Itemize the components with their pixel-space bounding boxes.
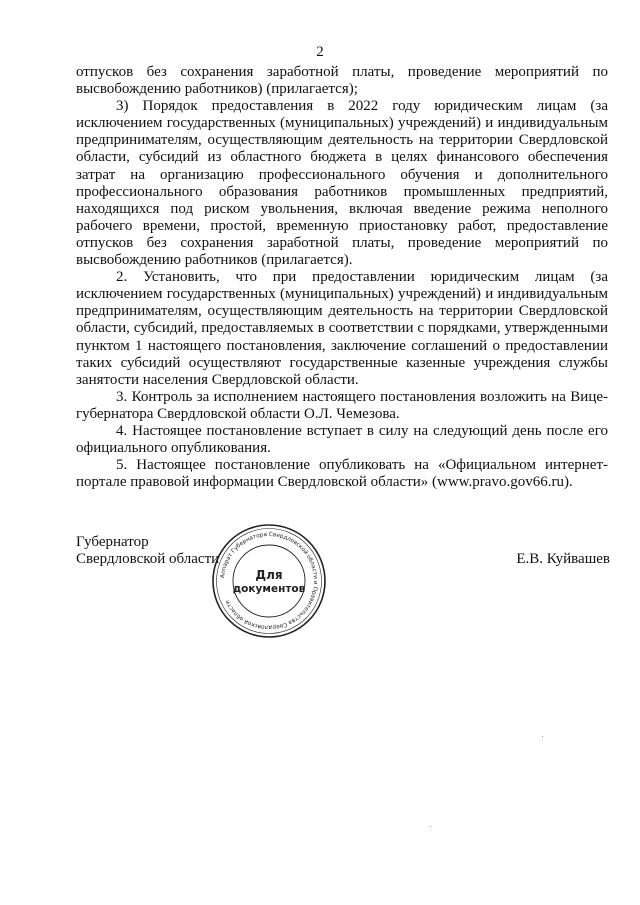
- paragraph-item-3: 3) Порядок предоставления в 2022 году юридическим лицам (за исключением государственных (муниципальных) учреждений) и индивидуальным предпринимателям, осуществляющим деятельность на территории Свердловской области, субсидий из областного бюджета в целях финансового обеспечения затрат на организацию профессионального обучения и дополнительного профессионального образования работников промышленных предприятий, находящихся под риском увольнения, включая введение режима неполного рабочего времени, простой, временную приостановку работ, предоставление отпусков без сохранения заработной платы, проведение мероприятий по высвобождению работников (прилагается).: [76, 98, 608, 269]
- paragraph-clause-2: 2. Установить, что при предоставлении юридическим лицам (за исключением государственных (муниципальных) учреждений) и индивидуальным предпринимателям, осуществляющим деятельность на территории Свердловской области, субсидий, предоставляемых в соответствии с порядками, утвержденными пунктом 1 настоящего постановления, заключение соглашений о предоставлении таких субсидий осуществляют государственные казенные учреждения службы занятости населения Свердловской области.: [76, 269, 608, 388]
- signatory-title-line1: Губернатор: [76, 534, 149, 550]
- paragraph-clause-3: 3. Контроль за исполнением настоящего постановления возложить на Вице-губернатора Свердловской области О.Л. Чемезова.: [76, 388, 608, 422]
- signatory-title-line2: Свердловской области: [76, 551, 220, 568]
- scan-speck: [542, 736, 543, 737]
- stamp-center-text-line1: Для: [255, 568, 283, 582]
- stamp-ring-text: Аппарат Губернатора Свердловской области и Правительства Свердловской области: [220, 531, 319, 631]
- scan-speck: [430, 826, 431, 827]
- signatory-name: Е.В. Куйвашев: [516, 551, 610, 567]
- document-body: [76, 64, 608, 491]
- stamp-center-text-line2: документов: [232, 583, 306, 595]
- paragraph-continuation: отпусков без сохранения заработной платы, проведение мероприятий по высвобождению работников) (прилагается);: [76, 64, 608, 98]
- signatory-title: [76, 534, 219, 568]
- official-stamp: [210, 522, 328, 640]
- paragraph-clause-5: 5. Настоящее постановление опубликовать на «Официальном интернет-портале правовой информации Свердловской области» (www.pravo.gov66.ru).: [76, 457, 608, 491]
- paragraph-clause-4: 4. Настоящее постановление вступает в силу на следующий день после его официального опубликования.: [76, 422, 608, 457]
- page-number: 2: [316, 44, 324, 60]
